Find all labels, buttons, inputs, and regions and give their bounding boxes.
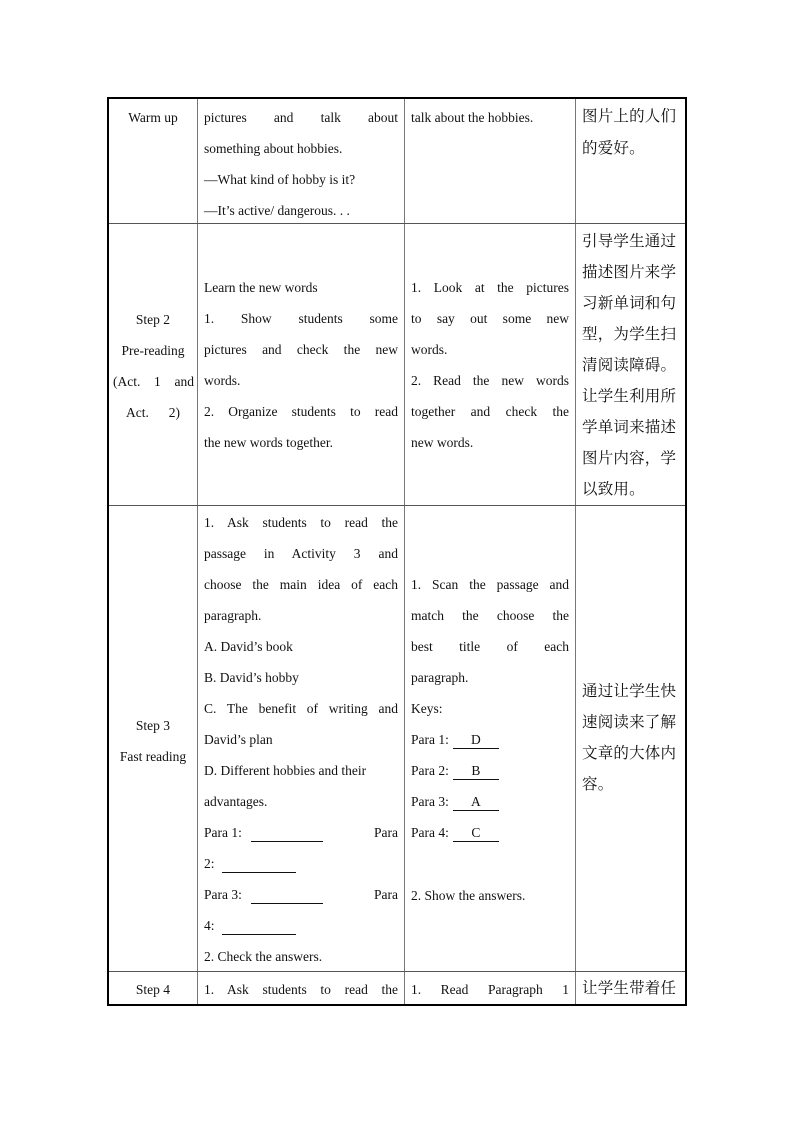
purpose-cell <box>576 224 685 505</box>
text-line: —It’s active/ dangerous. . . <box>204 203 350 218</box>
para-label: Para 4: <box>411 825 449 840</box>
table-row-warm-up <box>109 99 685 224</box>
option-a: A. David’s book <box>204 639 293 654</box>
text-line: the new words together. <box>204 435 333 450</box>
text-line: 描述图片来学 <box>582 263 677 281</box>
text-line: David’s plan <box>204 732 273 747</box>
step-label: Step 2 <box>135 312 171 327</box>
student-activity-cell <box>405 506 576 971</box>
step-label: Step 4 <box>135 982 171 997</box>
para-label: Para <box>374 887 398 902</box>
table-row-step-4 <box>109 972 685 1004</box>
text-line: pictures and check the new <box>204 342 398 357</box>
keys-label: Keys: <box>411 701 443 716</box>
text-line: something about hobbies. <box>204 141 343 156</box>
text-line: to say out some new <box>411 311 569 326</box>
text-line: words. <box>204 373 241 388</box>
step-label: Warm up <box>128 110 178 125</box>
step-cell <box>109 972 198 1004</box>
text-line: 1. Scan the passage and <box>411 577 569 592</box>
key-line <box>411 731 569 749</box>
text-line: paragraph. <box>411 670 469 685</box>
text-line: 型，为学生扫 <box>582 325 677 343</box>
answer-blank <box>251 824 323 842</box>
text-line: 2. Check the answers. <box>204 949 323 964</box>
teacher-activity-cell <box>198 224 405 505</box>
text-line: 1. Show students some <box>204 311 398 326</box>
step-cell <box>109 224 198 505</box>
para-label: Para 1: <box>411 732 449 747</box>
text-line: 以致用。 <box>582 480 645 498</box>
key-answer: D <box>453 731 499 749</box>
teacher-activity-cell <box>198 972 405 1004</box>
text-line: pictures and talk about <box>204 110 398 125</box>
text-line: 1. Look at the pictures <box>411 280 569 295</box>
text-line: together and check the <box>411 404 569 419</box>
text-line: 图片内容，学 <box>582 449 677 467</box>
text-line: 容。 <box>582 775 614 793</box>
purpose-cell <box>576 99 685 223</box>
lesson-plan-table <box>107 97 687 1006</box>
student-activity-cell <box>405 972 576 1004</box>
text-line: 清阅读障碍。 <box>582 356 677 374</box>
text-line: 的爱好。 <box>582 139 645 157</box>
option-d: D. Different hobbies and their <box>204 763 367 778</box>
text-line: 习新单词和句 <box>582 294 677 312</box>
text-line: words. <box>411 342 448 357</box>
para-label: 4: <box>204 918 215 933</box>
text-line: choose the main idea of each <box>204 577 398 592</box>
para-label: 2: <box>204 856 215 871</box>
step-cell <box>109 99 198 223</box>
para-blank-line <box>204 855 398 873</box>
text-line: 图片上的人们 <box>582 107 677 125</box>
step-label: Fast reading <box>119 749 187 764</box>
teacher-activity-cell <box>198 506 405 971</box>
text-line: 学单词来描述 <box>582 418 677 436</box>
para-blank-line <box>204 917 398 935</box>
table-row-step-2 <box>109 224 685 506</box>
text-line: 1. Ask students to read the <box>204 515 398 530</box>
text-line: 1. Read Paragraph 1 <box>411 982 569 997</box>
text-line: paragraph. <box>204 608 262 623</box>
option-c: C. The benefit of writing and <box>204 701 398 716</box>
para-blank-line <box>204 886 398 904</box>
text-line: 速阅读来了解 <box>582 713 677 731</box>
table-row-step-3 <box>109 506 685 972</box>
text-line: Learn the new words <box>204 280 318 295</box>
text-line: 2. Show the answers. <box>411 888 526 903</box>
answer-blank <box>251 886 323 904</box>
text-line: 2. Read the new words <box>411 373 569 388</box>
option-b: B. David’s hobby <box>204 670 299 685</box>
key-answer: C <box>453 824 499 842</box>
key-answer: B <box>453 762 499 780</box>
teacher-activity-cell <box>198 99 405 223</box>
text-line: new words. <box>411 435 474 450</box>
text-line: talk about the hobbies. <box>411 110 534 125</box>
key-answer: A <box>453 793 499 811</box>
step-cell <box>109 506 198 971</box>
text-line: passage in Activity 3 and <box>204 546 398 561</box>
text-line: 文章的大体内 <box>582 744 677 762</box>
text-line: 通过让学生快 <box>582 682 677 700</box>
purpose-cell <box>576 972 685 1004</box>
text-line: 引导学生通过 <box>582 232 677 250</box>
para-label: Para <box>374 825 398 840</box>
text-line: —What kind of hobby is it? <box>204 172 356 187</box>
text-line: advantages. <box>204 794 268 809</box>
para-label: Para 3: <box>204 887 242 902</box>
answer-blank <box>222 855 296 873</box>
key-line <box>411 762 569 780</box>
student-activity-cell <box>405 224 576 505</box>
text-line: 1. Ask students to read the <box>204 982 398 997</box>
para-blank-line <box>204 824 398 842</box>
answer-blank <box>222 917 296 935</box>
key-line <box>411 793 569 811</box>
text-line: 2. Organize students to read <box>204 404 398 419</box>
text-line: 让学生利用所 <box>582 387 677 405</box>
step-label: Act. 2) <box>126 405 180 420</box>
step-label: Step 3 <box>135 718 171 733</box>
step-label: (Act. 1 and <box>113 374 194 389</box>
student-activity-cell <box>405 99 576 223</box>
key-line <box>411 824 569 842</box>
step-label: Pre-reading <box>121 343 185 358</box>
text-line: 让学生带着任 <box>582 979 677 997</box>
para-label: Para 3: <box>411 794 449 809</box>
text-line: best title of each <box>411 639 569 654</box>
para-label: Para 2: <box>411 763 449 778</box>
para-label: Para 1: <box>204 825 242 840</box>
text-line: match the choose the <box>411 608 569 623</box>
purpose-cell <box>576 506 685 971</box>
